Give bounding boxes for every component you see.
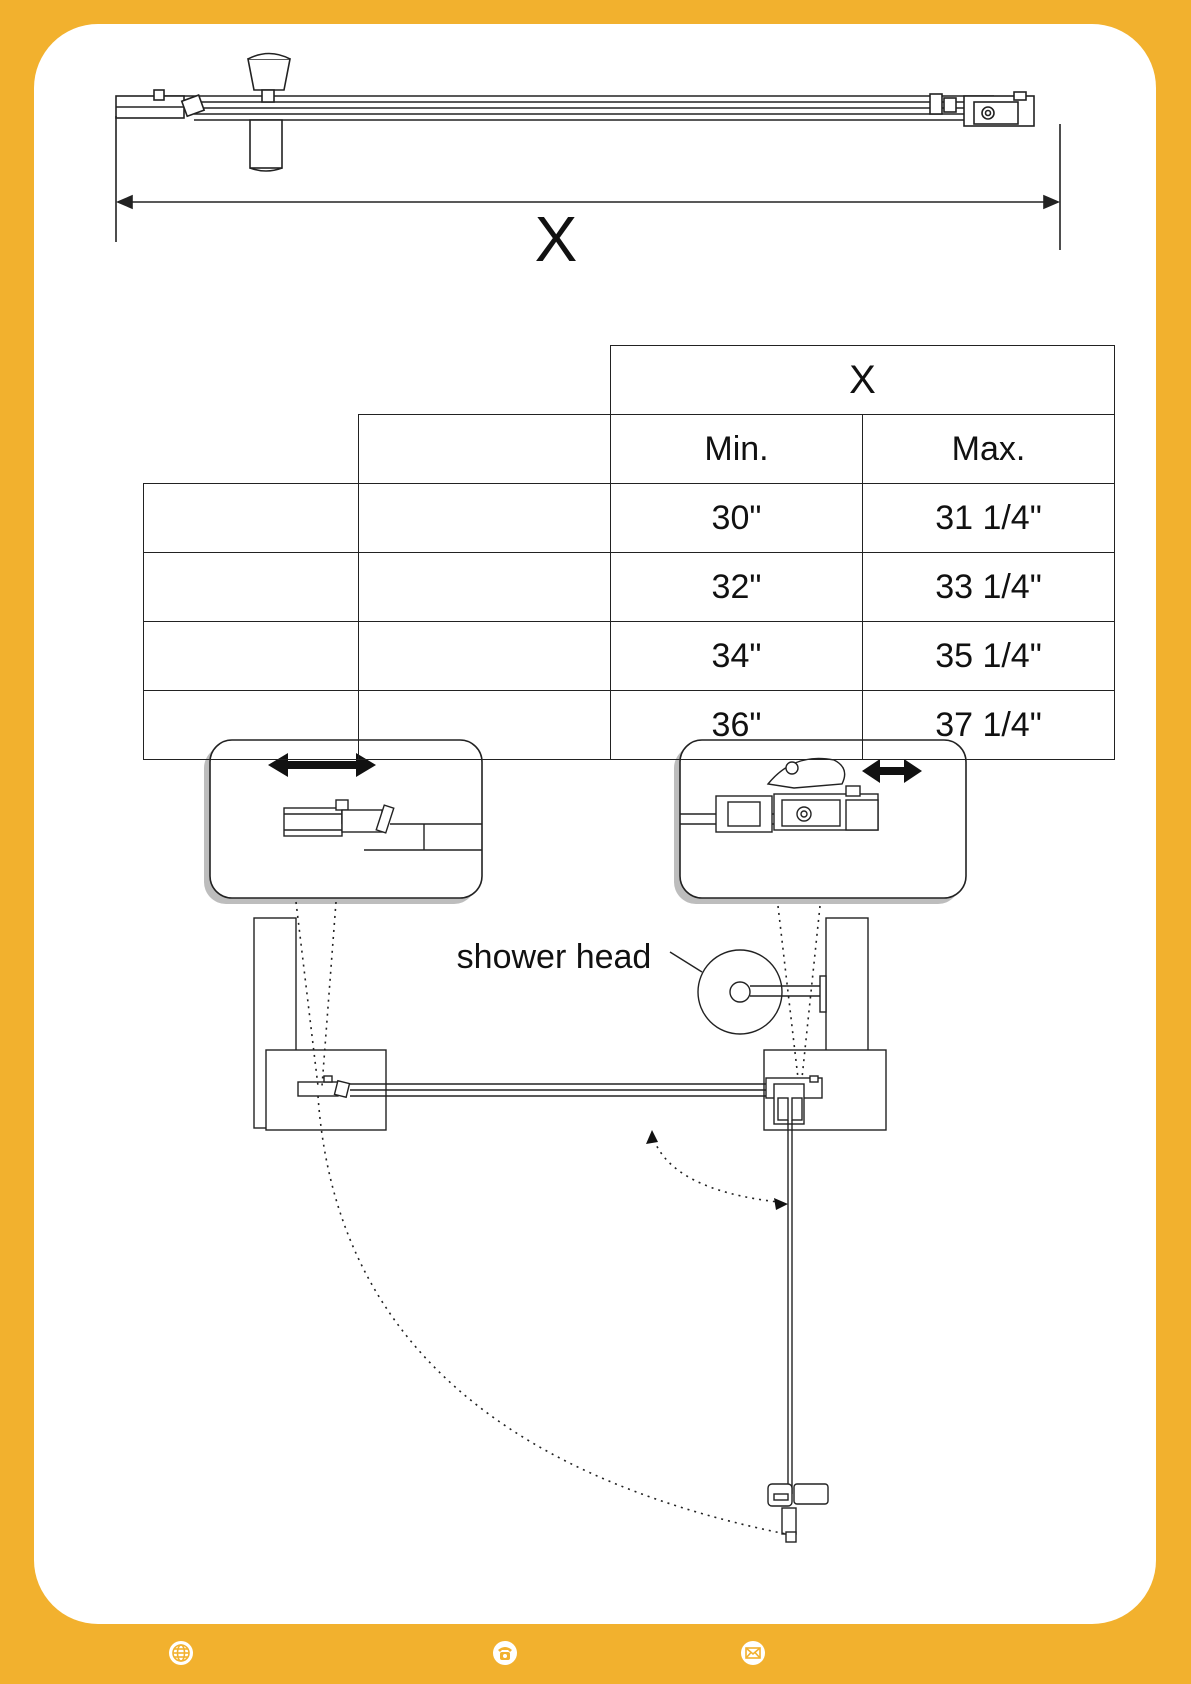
table-row [144, 346, 1115, 415]
table-cell [359, 553, 611, 622]
table-cell [359, 484, 611, 553]
plan-view [254, 918, 886, 1542]
globe-icon [168, 1640, 194, 1666]
column-header-min: Min. [611, 415, 863, 484]
table-cell [144, 691, 359, 760]
min-value: 34" [611, 622, 863, 691]
table-cell [359, 415, 611, 484]
max-value: 35 1/4" [863, 622, 1115, 691]
max-value: 37 1/4" [863, 691, 1115, 760]
footer [0, 1628, 1191, 1684]
table-row [144, 415, 1115, 484]
table-row [144, 622, 1115, 691]
table-row [144, 553, 1115, 622]
table-row [144, 484, 1115, 553]
table-cell [144, 553, 359, 622]
door-swing-paths [318, 1096, 786, 1534]
diagram-page [34, 24, 1156, 1624]
swing-arrowheads [646, 1130, 788, 1210]
table-cell [359, 691, 611, 760]
column-header-max: Max. [863, 415, 1115, 484]
max-value: 33 1/4" [863, 553, 1115, 622]
table-row [144, 691, 1115, 760]
table-cell [359, 622, 611, 691]
shower-head-label: shower head [456, 938, 652, 976]
table-cell [144, 622, 359, 691]
x-dimension-label: X [534, 203, 578, 275]
top-rail-assembly [116, 54, 1034, 172]
installation-diagram [34, 24, 1156, 1624]
min-value: 32" [611, 553, 863, 622]
left-detail-panel [204, 740, 482, 904]
table-header-x: X [611, 346, 1115, 415]
min-value: 36" [611, 691, 863, 760]
min-value: 30" [611, 484, 863, 553]
phone-icon [492, 1640, 518, 1666]
right-detail-panel [674, 740, 966, 904]
dimension-table [143, 345, 1115, 760]
table-cell [144, 484, 359, 553]
max-value: 31 1/4" [863, 484, 1115, 553]
envelope-icon [740, 1640, 766, 1666]
